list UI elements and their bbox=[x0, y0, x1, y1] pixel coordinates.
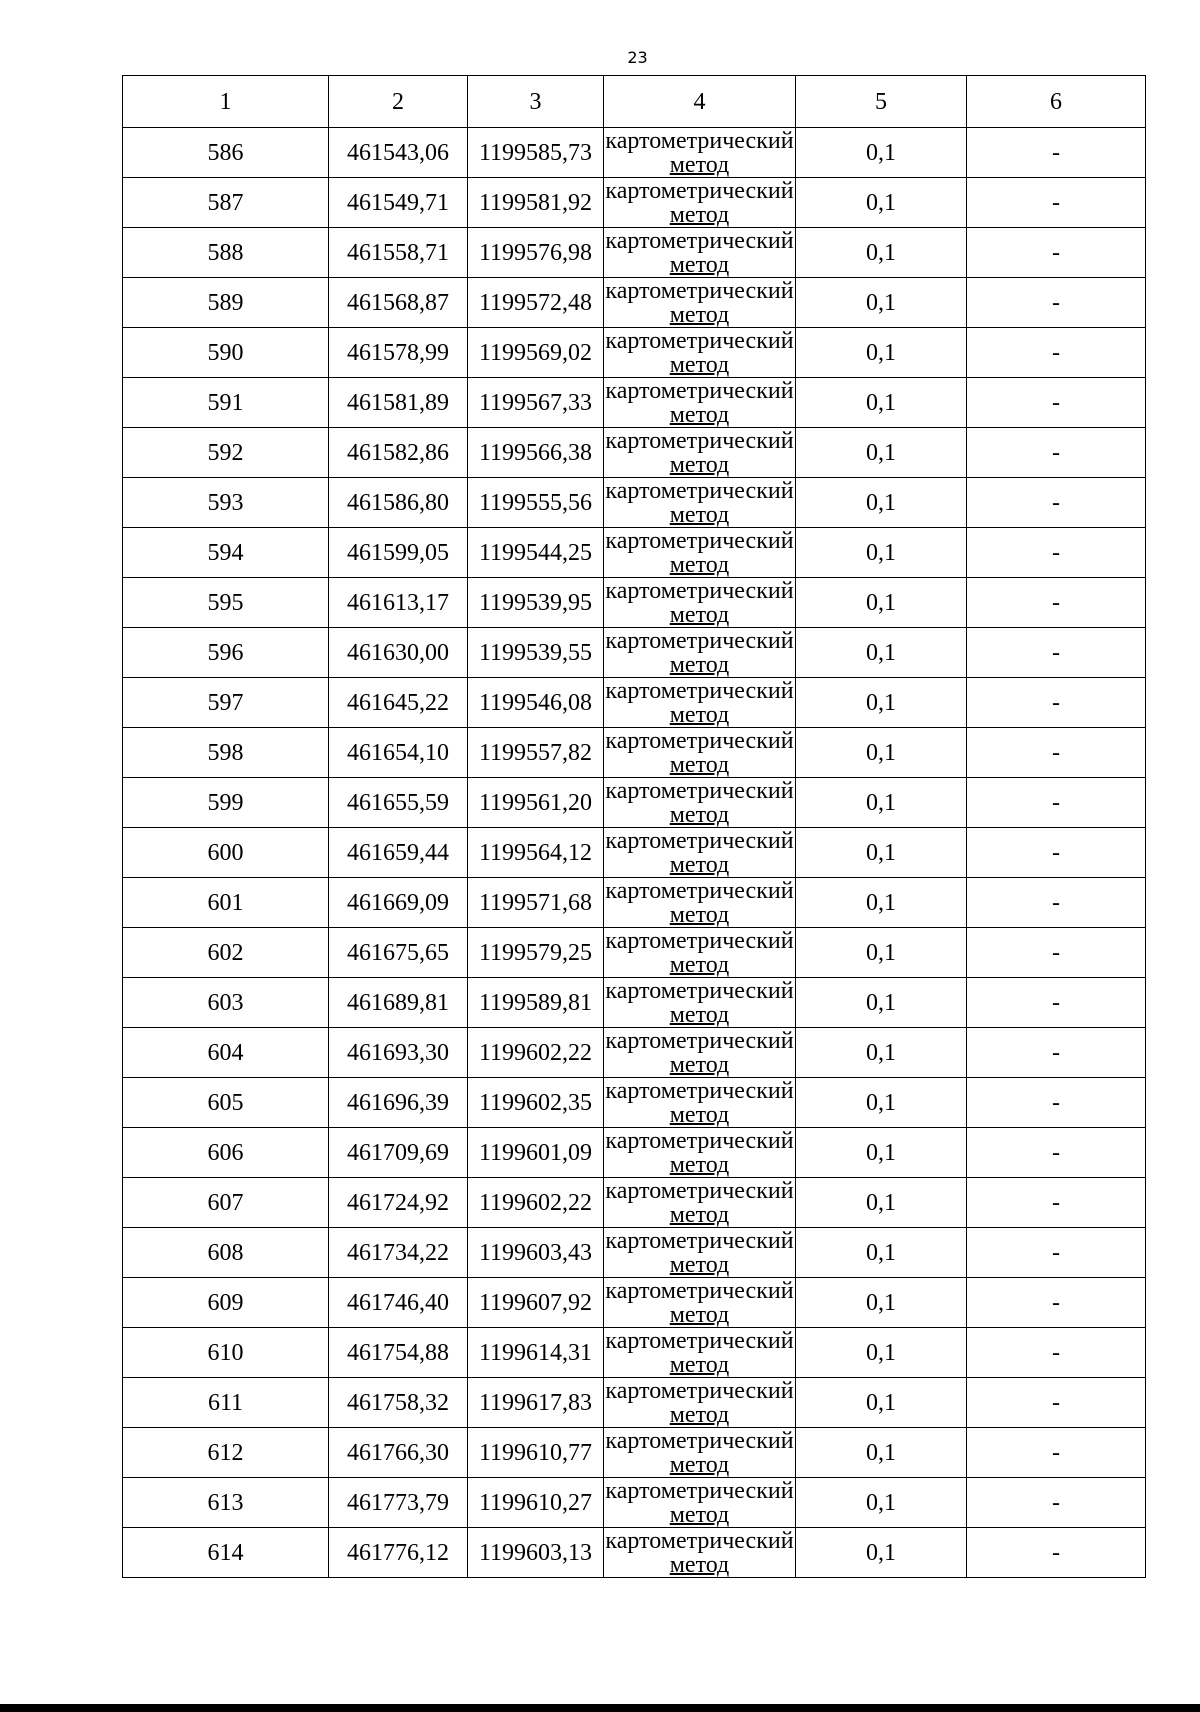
cell-point-number: 605 bbox=[123, 1078, 329, 1128]
cell-coordinate-y: 1199607,92 bbox=[468, 1278, 604, 1328]
cell-coordinate-x: 461599,05 bbox=[329, 528, 468, 578]
column-header-1: 1 bbox=[123, 76, 329, 128]
cell-note: - bbox=[967, 1278, 1146, 1328]
cell-coordinate-y: 1199566,38 bbox=[468, 428, 604, 478]
cell-note: - bbox=[967, 1428, 1146, 1478]
cell-method bbox=[604, 678, 796, 728]
cell-point-number: 591 bbox=[123, 378, 329, 428]
cell-coordinate-x: 461746,40 bbox=[329, 1278, 468, 1328]
method-text-line1: картометрический bbox=[605, 1277, 794, 1304]
table-row bbox=[123, 1478, 1146, 1528]
cell-coordinate-x: 461675,65 bbox=[329, 928, 468, 978]
cell-coordinate-x: 461696,39 bbox=[329, 1078, 468, 1128]
method-text-line1: картометрический bbox=[605, 477, 794, 504]
method-text-line2: метод bbox=[669, 251, 730, 278]
cell-coordinate-x: 461754,88 bbox=[329, 1328, 468, 1378]
cell-method bbox=[604, 1378, 796, 1428]
cell-coordinate-x: 461655,59 bbox=[329, 778, 468, 828]
method-text-line1: картометрический bbox=[605, 377, 794, 404]
table-row bbox=[123, 128, 1146, 178]
cell-note: - bbox=[967, 928, 1146, 978]
cell-method bbox=[604, 728, 796, 778]
table-row bbox=[123, 1128, 1146, 1178]
cell-point-number: 592 bbox=[123, 428, 329, 478]
table-row bbox=[123, 1078, 1146, 1128]
table-row bbox=[123, 1378, 1146, 1428]
cell-coordinate-x: 461709,69 bbox=[329, 1128, 468, 1178]
method-text-line2: метод bbox=[669, 151, 730, 178]
cell-coordinate-y: 1199589,81 bbox=[468, 978, 604, 1028]
table-row bbox=[123, 1228, 1146, 1278]
cell-method bbox=[604, 478, 796, 528]
cell-coordinate-x: 461578,99 bbox=[329, 328, 468, 378]
cell-note: - bbox=[967, 878, 1146, 928]
method-text-line1: картометрический bbox=[605, 327, 794, 354]
cell-method bbox=[604, 1028, 796, 1078]
method-text-line2: метод bbox=[669, 1501, 730, 1528]
cell-note: - bbox=[967, 528, 1146, 578]
cell-method bbox=[604, 1528, 796, 1578]
method-text-line2: метод bbox=[669, 601, 730, 628]
table-row bbox=[123, 1328, 1146, 1378]
table-row bbox=[123, 328, 1146, 378]
cell-coordinate-x: 461724,92 bbox=[329, 1178, 468, 1228]
table-row bbox=[123, 628, 1146, 678]
cell-accuracy: 0,1 bbox=[796, 878, 967, 928]
cell-note: - bbox=[967, 378, 1146, 428]
method-text-line2: метод bbox=[669, 551, 730, 578]
table-row bbox=[123, 928, 1146, 978]
table-row bbox=[123, 1528, 1146, 1578]
cell-method bbox=[604, 1178, 796, 1228]
cell-coordinate-x: 461766,30 bbox=[329, 1428, 468, 1478]
cell-coordinate-y: 1199544,25 bbox=[468, 528, 604, 578]
cell-accuracy: 0,1 bbox=[796, 428, 967, 478]
cell-coordinate-x: 461613,17 bbox=[329, 578, 468, 628]
method-text-line2: метод bbox=[669, 1251, 730, 1278]
cell-coordinate-y: 1199571,68 bbox=[468, 878, 604, 928]
cell-accuracy: 0,1 bbox=[796, 1228, 967, 1278]
cell-coordinate-x: 461734,22 bbox=[329, 1228, 468, 1278]
cell-accuracy: 0,1 bbox=[796, 278, 967, 328]
cell-point-number: 613 bbox=[123, 1478, 329, 1528]
coordinates-table bbox=[122, 75, 1146, 1578]
method-text-line1: картометрический bbox=[605, 577, 794, 604]
method-text-line1: картометрический bbox=[605, 127, 794, 154]
cell-note: - bbox=[967, 1028, 1146, 1078]
cell-coordinate-y: 1199561,20 bbox=[468, 778, 604, 828]
cell-coordinate-y: 1199539,55 bbox=[468, 628, 604, 678]
cell-accuracy: 0,1 bbox=[796, 1528, 967, 1578]
cell-accuracy: 0,1 bbox=[796, 1328, 967, 1378]
cell-method bbox=[604, 878, 796, 928]
table-row bbox=[123, 578, 1146, 628]
method-text-line2: метод bbox=[669, 1451, 730, 1478]
method-text-line2: метод bbox=[669, 701, 730, 728]
cell-note: - bbox=[967, 328, 1146, 378]
cell-point-number: 589 bbox=[123, 278, 329, 328]
cell-note: - bbox=[967, 828, 1146, 878]
cell-method bbox=[604, 1228, 796, 1278]
cell-point-number: 601 bbox=[123, 878, 329, 928]
cell-note: - bbox=[967, 478, 1146, 528]
cell-note: - bbox=[967, 228, 1146, 278]
method-text-line1: картометрический bbox=[605, 1027, 794, 1054]
cell-point-number: 606 bbox=[123, 1128, 329, 1178]
table-row bbox=[123, 1178, 1146, 1228]
cell-point-number: 596 bbox=[123, 628, 329, 678]
method-text-line1: картометрический bbox=[605, 1377, 794, 1404]
cell-accuracy: 0,1 bbox=[796, 578, 967, 628]
method-text-line2: метод bbox=[669, 651, 730, 678]
cell-point-number: 599 bbox=[123, 778, 329, 828]
cell-note: - bbox=[967, 1178, 1146, 1228]
table-row bbox=[123, 378, 1146, 428]
cell-coordinate-y: 1199610,27 bbox=[468, 1478, 604, 1528]
method-text-line2: метод bbox=[669, 801, 730, 828]
table-row bbox=[123, 1278, 1146, 1328]
cell-coordinate-y: 1199576,98 bbox=[468, 228, 604, 278]
method-text-line1: картометрический bbox=[605, 727, 794, 754]
scan-border-line bbox=[0, 1704, 1200, 1712]
cell-note: - bbox=[967, 428, 1146, 478]
method-text-line1: картометрический bbox=[605, 827, 794, 854]
cell-point-number: 607 bbox=[123, 1178, 329, 1228]
cell-coordinate-y: 1199572,48 bbox=[468, 278, 604, 328]
cell-accuracy: 0,1 bbox=[796, 228, 967, 278]
cell-coordinate-y: 1199546,08 bbox=[468, 678, 604, 728]
cell-method bbox=[604, 428, 796, 478]
cell-method bbox=[604, 1328, 796, 1378]
method-text-line1: картометрический bbox=[605, 227, 794, 254]
cell-coordinate-x: 461581,89 bbox=[329, 378, 468, 428]
cell-accuracy: 0,1 bbox=[796, 1128, 967, 1178]
cell-method bbox=[604, 1278, 796, 1328]
cell-coordinate-y: 1199579,25 bbox=[468, 928, 604, 978]
cell-accuracy: 0,1 bbox=[796, 778, 967, 828]
method-text-line1: картометрический bbox=[605, 977, 794, 1004]
cell-coordinate-y: 1199539,95 bbox=[468, 578, 604, 628]
method-text-line2: метод bbox=[669, 1551, 730, 1578]
cell-method bbox=[604, 328, 796, 378]
method-text-line1: картометрический bbox=[605, 1427, 794, 1454]
method-text-line1: картометрический bbox=[605, 1127, 794, 1154]
cell-coordinate-x: 461659,44 bbox=[329, 828, 468, 878]
cell-note: - bbox=[967, 1128, 1146, 1178]
cell-coordinate-x: 461654,10 bbox=[329, 728, 468, 778]
table-row bbox=[123, 1028, 1146, 1078]
cell-method bbox=[604, 1128, 796, 1178]
cell-coordinate-y: 1199557,82 bbox=[468, 728, 604, 778]
table-row bbox=[123, 278, 1146, 328]
cell-coordinate-x: 461693,30 bbox=[329, 1028, 468, 1078]
cell-note: - bbox=[967, 628, 1146, 678]
cell-accuracy: 0,1 bbox=[796, 678, 967, 728]
cell-point-number: 593 bbox=[123, 478, 329, 528]
cell-note: - bbox=[967, 1228, 1146, 1278]
cell-accuracy: 0,1 bbox=[796, 478, 967, 528]
table-header-row bbox=[123, 76, 1146, 128]
cell-accuracy: 0,1 bbox=[796, 1028, 967, 1078]
method-text-line1: картометрический bbox=[605, 427, 794, 454]
table-row bbox=[123, 1428, 1146, 1478]
cell-point-number: 609 bbox=[123, 1278, 329, 1328]
cell-point-number: 598 bbox=[123, 728, 329, 778]
cell-accuracy: 0,1 bbox=[796, 328, 967, 378]
cell-method bbox=[604, 528, 796, 578]
cell-note: - bbox=[967, 178, 1146, 228]
cell-note: - bbox=[967, 1078, 1146, 1128]
cell-coordinate-x: 461645,22 bbox=[329, 678, 468, 728]
method-text-line2: метод bbox=[669, 1301, 730, 1328]
table-row bbox=[123, 828, 1146, 878]
cell-accuracy: 0,1 bbox=[796, 1078, 967, 1128]
cell-point-number: 588 bbox=[123, 228, 329, 278]
cell-accuracy: 0,1 bbox=[796, 978, 967, 1028]
method-text-line2: метод bbox=[669, 1401, 730, 1428]
cell-coordinate-x: 461549,71 bbox=[329, 178, 468, 228]
cell-method bbox=[604, 578, 796, 628]
method-text-line2: метод bbox=[669, 401, 730, 428]
method-text-line1: картометрический bbox=[605, 1177, 794, 1204]
column-header-6: 6 bbox=[967, 76, 1146, 128]
cell-coordinate-x: 461773,79 bbox=[329, 1478, 468, 1528]
cell-accuracy: 0,1 bbox=[796, 1478, 967, 1528]
cell-coordinate-y: 1199610,77 bbox=[468, 1428, 604, 1478]
method-text-line1: картометрический bbox=[605, 1527, 794, 1554]
cell-point-number: 586 bbox=[123, 128, 329, 178]
cell-accuracy: 0,1 bbox=[796, 1278, 967, 1328]
method-text-line2: метод bbox=[669, 901, 730, 928]
cell-accuracy: 0,1 bbox=[796, 928, 967, 978]
cell-coordinate-y: 1199555,56 bbox=[468, 478, 604, 528]
method-text-line1: картометрический bbox=[605, 777, 794, 804]
method-text-line1: картометрический bbox=[605, 527, 794, 554]
cell-note: - bbox=[967, 678, 1146, 728]
method-text-line1: картометрический bbox=[605, 677, 794, 704]
cell-accuracy: 0,1 bbox=[796, 378, 967, 428]
cell-coordinate-y: 1199617,83 bbox=[468, 1378, 604, 1428]
cell-point-number: 590 bbox=[123, 328, 329, 378]
method-text-line2: метод bbox=[669, 201, 730, 228]
cell-note: - bbox=[967, 1478, 1146, 1528]
cell-method bbox=[604, 228, 796, 278]
column-header-5: 5 bbox=[796, 76, 967, 128]
cell-note: - bbox=[967, 578, 1146, 628]
cell-coordinate-x: 461543,06 bbox=[329, 128, 468, 178]
method-text-line1: картометрический bbox=[605, 177, 794, 204]
cell-note: - bbox=[967, 728, 1146, 778]
cell-point-number: 595 bbox=[123, 578, 329, 628]
cell-note: - bbox=[967, 128, 1146, 178]
cell-point-number: 610 bbox=[123, 1328, 329, 1378]
method-text-line1: картометрический bbox=[605, 1077, 794, 1104]
method-text-line1: картометрический bbox=[605, 1227, 794, 1254]
column-header-3: 3 bbox=[468, 76, 604, 128]
cell-note: - bbox=[967, 1328, 1146, 1378]
method-text-line2: метод bbox=[669, 1001, 730, 1028]
method-text-line1: картометрический bbox=[605, 277, 794, 304]
cell-coordinate-x: 461689,81 bbox=[329, 978, 468, 1028]
cell-method bbox=[604, 128, 796, 178]
cell-coordinate-x: 461758,32 bbox=[329, 1378, 468, 1428]
cell-note: - bbox=[967, 778, 1146, 828]
cell-coordinate-y: 1199601,09 bbox=[468, 1128, 604, 1178]
cell-accuracy: 0,1 bbox=[796, 528, 967, 578]
cell-method bbox=[604, 278, 796, 328]
column-header-2: 2 bbox=[329, 76, 468, 128]
cell-accuracy: 0,1 bbox=[796, 178, 967, 228]
cell-method bbox=[604, 1428, 796, 1478]
page-number: 23 bbox=[627, 48, 648, 67]
table-row bbox=[123, 978, 1146, 1028]
method-text-line2: метод bbox=[669, 751, 730, 778]
table-row bbox=[123, 478, 1146, 528]
cell-coordinate-y: 1199602,22 bbox=[468, 1028, 604, 1078]
cell-method bbox=[604, 1078, 796, 1128]
cell-coordinate-x: 461568,87 bbox=[329, 278, 468, 328]
method-text-line2: метод bbox=[669, 1351, 730, 1378]
table-row bbox=[123, 728, 1146, 778]
method-text-line1: картометрический bbox=[605, 1477, 794, 1504]
cell-coordinate-y: 1199585,73 bbox=[468, 128, 604, 178]
cell-point-number: 597 bbox=[123, 678, 329, 728]
table-row bbox=[123, 778, 1146, 828]
cell-note: - bbox=[967, 1378, 1146, 1428]
cell-coordinate-y: 1199614,31 bbox=[468, 1328, 604, 1378]
cell-coordinate-x: 461630,00 bbox=[329, 628, 468, 678]
method-text-line2: метод bbox=[669, 1101, 730, 1128]
cell-point-number: 604 bbox=[123, 1028, 329, 1078]
cell-coordinate-y: 1199603,43 bbox=[468, 1228, 604, 1278]
cell-coordinate-y: 1199567,33 bbox=[468, 378, 604, 428]
cell-point-number: 600 bbox=[123, 828, 329, 878]
cell-accuracy: 0,1 bbox=[796, 1178, 967, 1228]
method-text-line1: картометрический bbox=[605, 627, 794, 654]
cell-note: - bbox=[967, 978, 1146, 1028]
cell-coordinate-y: 1199602,22 bbox=[468, 1178, 604, 1228]
table-row bbox=[123, 678, 1146, 728]
cell-note: - bbox=[967, 278, 1146, 328]
method-text-line2: метод bbox=[669, 1151, 730, 1178]
cell-accuracy: 0,1 bbox=[796, 1428, 967, 1478]
cell-coordinate-y: 1199569,02 bbox=[468, 328, 604, 378]
cell-point-number: 594 bbox=[123, 528, 329, 578]
cell-coordinate-x: 461586,80 bbox=[329, 478, 468, 528]
cell-method bbox=[604, 778, 796, 828]
cell-method bbox=[604, 178, 796, 228]
cell-method bbox=[604, 628, 796, 678]
table-row bbox=[123, 178, 1146, 228]
method-text-line2: метод bbox=[669, 1051, 730, 1078]
method-text-line2: метод bbox=[669, 451, 730, 478]
method-text-line1: картометрический bbox=[605, 877, 794, 904]
cell-coordinate-x: 461582,86 bbox=[329, 428, 468, 478]
cell-accuracy: 0,1 bbox=[796, 628, 967, 678]
table-row bbox=[123, 878, 1146, 928]
cell-accuracy: 0,1 bbox=[796, 728, 967, 778]
cell-note: - bbox=[967, 1528, 1146, 1578]
cell-point-number: 608 bbox=[123, 1228, 329, 1278]
cell-coordinate-x: 461558,71 bbox=[329, 228, 468, 278]
cell-method bbox=[604, 378, 796, 428]
method-text-line2: метод bbox=[669, 1201, 730, 1228]
cell-coordinate-y: 1199602,35 bbox=[468, 1078, 604, 1128]
table-body bbox=[123, 128, 1146, 1578]
table-row bbox=[123, 528, 1146, 578]
method-text-line2: метод bbox=[669, 951, 730, 978]
table-row bbox=[123, 428, 1146, 478]
cell-accuracy: 0,1 bbox=[796, 1378, 967, 1428]
cell-method bbox=[604, 828, 796, 878]
cell-method bbox=[604, 978, 796, 1028]
method-text-line2: метод bbox=[669, 351, 730, 378]
column-header-4: 4 bbox=[604, 76, 796, 128]
method-text-line1: картометрический bbox=[605, 1327, 794, 1354]
method-text-line1: картометрический bbox=[605, 927, 794, 954]
cell-coordinate-y: 1199564,12 bbox=[468, 828, 604, 878]
cell-coordinate-x: 461669,09 bbox=[329, 878, 468, 928]
cell-point-number: 587 bbox=[123, 178, 329, 228]
method-text-line2: метод bbox=[669, 301, 730, 328]
method-text-line2: метод bbox=[669, 851, 730, 878]
table-row bbox=[123, 228, 1146, 278]
cell-point-number: 602 bbox=[123, 928, 329, 978]
cell-coordinate-y: 1199603,13 bbox=[468, 1528, 604, 1578]
method-text-line2: метод bbox=[669, 501, 730, 528]
cell-point-number: 603 bbox=[123, 978, 329, 1028]
cell-coordinate-y: 1199581,92 bbox=[468, 178, 604, 228]
cell-point-number: 614 bbox=[123, 1528, 329, 1578]
cell-method bbox=[604, 928, 796, 978]
cell-point-number: 611 bbox=[123, 1378, 329, 1428]
cell-coordinate-x: 461776,12 bbox=[329, 1528, 468, 1578]
cell-method bbox=[604, 1478, 796, 1528]
cell-accuracy: 0,1 bbox=[796, 128, 967, 178]
cell-accuracy: 0,1 bbox=[796, 828, 967, 878]
cell-point-number: 612 bbox=[123, 1428, 329, 1478]
